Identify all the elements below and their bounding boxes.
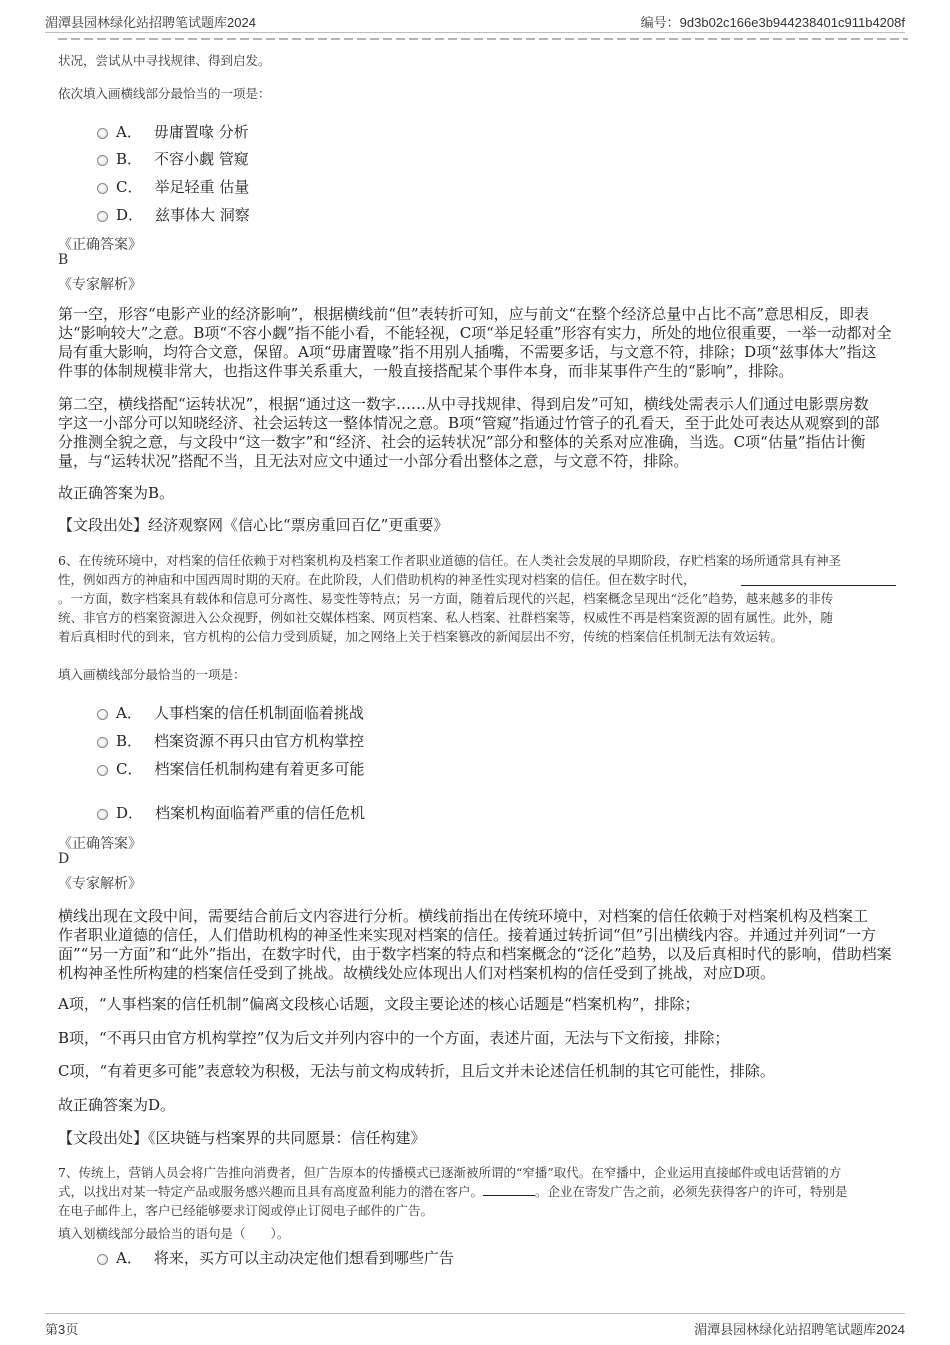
q6-stem: 6、在传统环境中，对档案的信任依赖于对档案机构及档案工作者职业道德的信任。在人类社会发展的早期阶段，存贮档案的场所通常具有神圣 性，例如西方的神庙和中国西周时期的天府。在此阶段，人们借助机构的神圣性实现对档案的信任。但在数字时代， 。一方面，数字档案具有载体和信息可分离性、易变性等特点；另一方面，随着后现代的兴起，档案概念呈现出“泛化”趋势，越来越多的非传 统、非官方的档案资源进入公众视野，例如社交媒体档案、网页档案、私人档案、社群档案等，权威性不再是档案资源的固有属性。此外，随 着后真相时代的到来，官方机构的公信力受到质疑，加之网络上关于档案篡改的新闻层出不穷，传统的档案信任机制无法有效运转。 xyxy=(58,551,908,646)
header-code xyxy=(641,12,905,31)
radio-icon[interactable] xyxy=(97,709,108,720)
q5-conclusion: 故正确答案为B。 xyxy=(58,484,175,502)
q7-option-a[interactable]: A． 将来，买方可以主动决定他们想看到哪些广告 xyxy=(97,1247,454,1267)
q5-option-c[interactable]: C． 举足轻重 估量 xyxy=(97,176,249,196)
radio-icon[interactable] xyxy=(97,809,108,820)
q6-option-a[interactable]: A． 人事档案的信任机制面临着挑战 xyxy=(97,702,364,722)
footer-title: 湄潭县园林绿化站招聘笔试题库2024 xyxy=(694,1322,905,1337)
q7-prompt: 填入划横线部分最恰当的语句是（ ）。 xyxy=(58,1226,290,1241)
q5-answer-label: 《正确答案》 xyxy=(58,237,142,253)
radio-icon[interactable] xyxy=(97,1254,108,1265)
q5-analysis-label: 《专家解析》 xyxy=(58,277,142,293)
page-number: 第3页 xyxy=(45,1322,79,1337)
q5-option-b[interactable]: B． 不容小觑 管窥 xyxy=(97,148,249,168)
fill-blank xyxy=(741,573,896,586)
q6-analysis-label: 《专家解析》 xyxy=(58,876,142,892)
fill-blank xyxy=(483,1183,535,1196)
radio-icon[interactable] xyxy=(97,211,108,222)
header-code-value: 9d3b02c166e3b944238401c911b4208f xyxy=(679,15,905,30)
q5-stem-tail: 状况，尝试从中寻找规律、得到启发。 xyxy=(58,53,271,68)
q6-analysis-a: A项，“人事档案的信任机制”偏离文段核心话题，文段主要论述的核心话题是“档案机构”，排除； xyxy=(58,995,700,1013)
q6-source: 【文段出处】《区块链与档案界的共同愿景：信任构建》 xyxy=(58,1129,426,1147)
radio-icon[interactable] xyxy=(97,765,108,776)
page-footer xyxy=(45,1313,905,1338)
q5-option-a[interactable]: A． 毋庸置喙 分析 xyxy=(97,121,249,141)
q6-option-d[interactable]: D． 档案机构面临着严重的信任危机 xyxy=(97,802,365,822)
q6-option-c[interactable]: C． 档案信任机制构建有着更多可能 xyxy=(97,758,365,778)
page-header xyxy=(45,8,905,33)
q6-conclusion: 故正确答案为D。 xyxy=(58,1096,176,1114)
q5-analysis-para-2: 第二空，横线搭配“运转状况”，根据“通过这一数字……从中寻找规律、得到启发”可知，横线处需表示人们通过电影票房数 字这一小部分可以知晓经济、社会运转这一整体情况之意。B项“管窥”指通过竹管子的孔看天，至于此处可表达从观察到的部 分推测全貌之意，与文段中“这一数字”和“经济、社会的运转状况”部分和整体的关系对应准确，当选。C项“估量”指估计衡 量，与“运转状况”搭配不当，且无法对应文中通过一小部分看出整体之意，与文意不符，排除。 xyxy=(58,395,880,470)
q6-option-b[interactable]: B． 档案资源不再只由官方机构掌控 xyxy=(97,730,364,750)
q6-prompt: 填入画横线部分最恰当的一项是： xyxy=(58,667,246,682)
q6-analysis-c: C项，“有着更多可能”表意较为积极，无法与前文构成转折，且后文并未论述信任机制的其它可能性，排除。 xyxy=(58,1062,775,1080)
q7-stem: 7、传统上，营销人员会将广告推向消费者，但广告原本的传播模式已逐渐被所谓的“窄播”取代。在窄播中，企业运用直接邮件或电话营销的方 式，以找出对某一特定产品或服务感兴趣而且具有高度盈利能力的潜在客户。 。企业在寄发广告之前，必须先获得客户的许可，特别是 在电子邮件上，客户已经能够要求订阅或停止订阅电子邮件的广告。 xyxy=(58,1165,848,1218)
q5-analysis-para-1: 第一空，形容“电影产业的经济影响”，根据横线前“但”表转折可知，应与前文“在整个经济总量中占比不高”意思相反，即表 达“影响较大”之意。B项“不容小觑”指不能小看，不能轻视，C项“举足轻重”形容有实力，所处的地位很重要，一举一动都对全 局有重大影响，均符合文意，保留。A项“毋庸置喙”指不用别人插嘴，不需要多话，与文意不符，排除；D项“兹事体大”指这 件事的体制规模非常大，也指这件事关系重大，一般直接搭配某个事件本身，而非某事件产生的“影响”，排除。 xyxy=(58,305,892,380)
q5-source: 【文段出处】经济观察网《信心比“票房重回百亿”更重要》 xyxy=(58,516,449,534)
cut-off-text-line xyxy=(58,32,908,42)
q5-prompt: 依次填入画横线部分最恰当的一项是： xyxy=(58,86,271,101)
q6-answer-label: 《正确答案》 xyxy=(58,836,142,852)
radio-icon[interactable] xyxy=(97,155,108,166)
header-code-label: 编号： xyxy=(640,15,680,30)
q5-option-d[interactable]: D． 兹事体大 洞察 xyxy=(97,204,250,224)
radio-icon[interactable] xyxy=(97,183,108,194)
q6-answer: D xyxy=(58,851,70,867)
q5-answer: B xyxy=(58,252,69,268)
header-title: 湄潭县园林绿化站招聘笔试题库2024 xyxy=(45,15,256,30)
radio-icon[interactable] xyxy=(97,737,108,748)
q6-analysis-b: B项，“不再只由官方机构掌控”仅为后文并列内容中的一个方面，表述片面，无法与下文衔接，排除； xyxy=(58,1029,730,1047)
q6-analysis-para: 横线出现在文段中间，需要结合前后文内容进行分析。横线前指出在传统环境中，对档案的信任依赖于对档案机构及档案工 作者职业道德的信任，人们借助机构的神圣性来实现对档案的信任。接着通过转折词“但”引出横线内容。并通过并列词“一方 面”“另一方面”和“此外”指出，在数字时代，由于数字档案的特点和档案概念的“泛化”趋势，以及后真相时代的影响，借助档案 机构神圣性所构建的档案信任受到了挑战。故横线处应体现出人们对档案机构的信任受到了挑战，对应D项。 xyxy=(58,907,892,982)
radio-icon[interactable] xyxy=(97,128,108,139)
